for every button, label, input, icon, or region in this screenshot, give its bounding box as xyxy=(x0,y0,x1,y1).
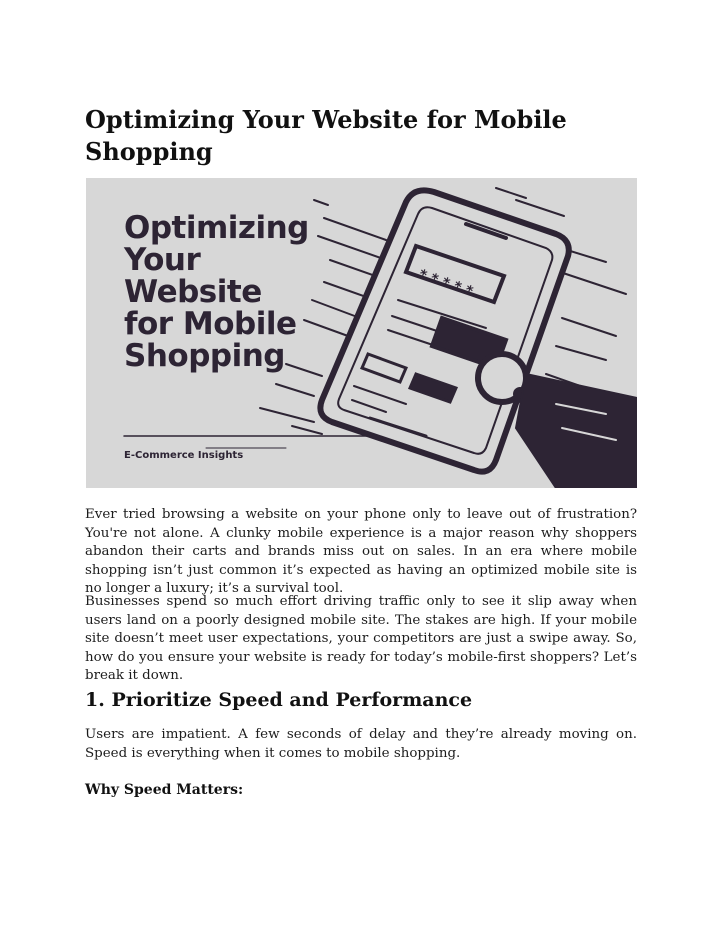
hero-title-text: Optimizing Your Website for Mobile Shopping xyxy=(124,210,309,374)
paragraph-intro: Ever tried browsing a website on your phone only to leave out of frustration? You're not alone. A clunky mobile experience is a major reason why shoppers abandon their carts and brands miss out on sales. In an era where mobile shopping isn’t just common it’s expected as having an optimized mobile site is no longer a luxury; it’s a survival tool. xyxy=(85,507,637,596)
section-heading: 1. Prioritize Speed and Performance xyxy=(85,689,473,711)
hero-caption: E-Commerce Insights xyxy=(124,450,244,461)
section-subheading: Why Speed Matters: xyxy=(85,782,244,798)
document-title: Optimizing Your Website for Mobile Shopping xyxy=(85,105,567,166)
hero-image xyxy=(86,178,637,488)
section-paragraph: Users are impatient. A few seconds of delay and they’re already moving on. Speed is everything when it comes to mobile shopping. xyxy=(85,727,637,761)
svg-text:* * * * *: * * * * * xyxy=(416,266,475,301)
paragraph-stakes: Businesses spend so much effort driving traffic only to see it slip away when users land on a poorly designed mobile site. The stakes are high. If your mobile site doesn’t meet user expectations, your competitors are just a swipe away. So, how do you ensure your website is ready for today’s mobile-first shoppers? Let’s break it down. xyxy=(85,594,637,683)
